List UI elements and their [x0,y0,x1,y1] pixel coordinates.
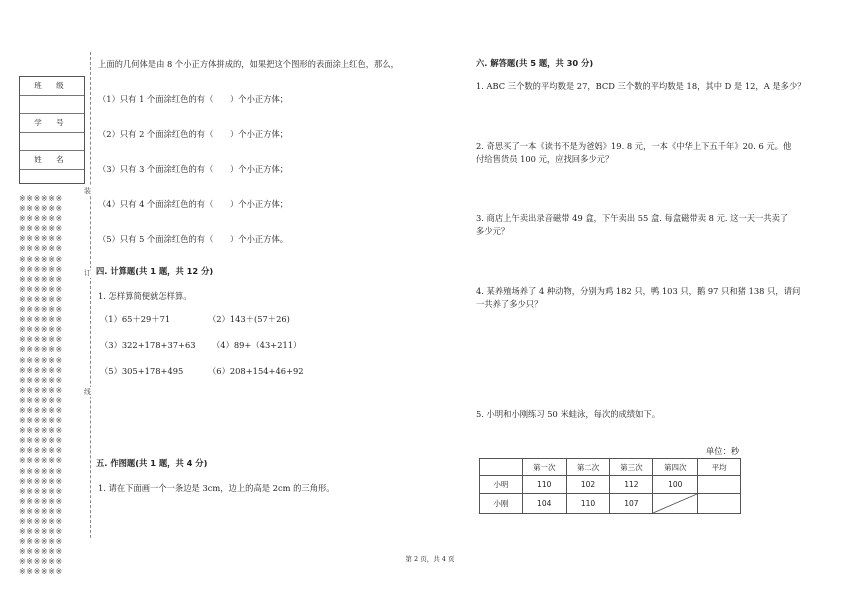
binding-char-zhuang: 装 [84,187,91,195]
cube-question-intro: 上面的几何体是由 8 个小正方体拼成的，如果把这个图形的表面涂上红色，那么， [98,59,399,69]
table-cell: 112 [610,476,653,494]
table-cell: 110 [522,476,566,494]
table-header-cell: 第二次 [566,459,610,476]
student-id-label: 学 号 [20,114,84,133]
draw-question: 1. 请在下面画一个一条边是 3cm，边上的高是 2cm 的三角形。 [98,483,335,493]
painted-item-4: （4）只有 4 个面涂红色的有（ ）个小正方体； [98,199,289,209]
answer-q4-line2: 一共养了多少只？ [476,299,543,309]
answer-q4-line1: 4. 某养殖场养了 4 种动物，分别为鸡 182 只，鸭 103 只，鹅 97 只和猪 138 只，请问 [476,286,801,296]
calc-item-1: （1）65＋29＋71 [100,314,171,324]
binding-line [90,52,91,538]
table-header-cell: 第一次 [522,459,566,476]
table-header-cell [480,459,523,476]
painted-item-3: （3）只有 3 个面涂红色的有（ ）个小正方体； [98,164,289,174]
page-footer: 第 2 页，共 4 页 [405,555,455,563]
student-info-box [19,76,85,184]
table-cell: 小刚 [480,494,523,514]
table-header-row [480,459,741,476]
calc-section-heading: 四. 计算题(共 1 题，共 12 分) [96,266,214,276]
calc-item-4: （4）89+（43+211） [212,340,302,350]
binding-char-xian: 线 [84,388,91,396]
score-table [479,458,741,514]
table-cell: 107 [610,494,653,514]
table-cell[interactable] [698,476,741,494]
answer-q5: 5. 小明和小刚练习 50 米蛙泳，每次的成绩如下。 [476,409,661,419]
answer-q3-line2: 多少元？ [476,226,510,236]
class-label: 班 级 [20,77,84,96]
calc-question: 1. 怎样算简便就怎样算。 [98,291,192,301]
painted-item-1: （1）只有 1 个面涂红色的有（ ）个小正方体； [98,94,289,104]
table-cell: 100 [653,476,698,494]
table-header-cell: 第三次 [610,459,653,476]
painted-item-2: （2）只有 2 个面涂红色的有（ ）个小正方体； [98,129,289,139]
binding-char-ding: 订 [84,269,91,277]
answer-q2-line2: 付给售货员 100 元，应找回多少元？ [476,154,614,164]
painted-item-5: （5）只有 5 个面涂红色的有（ ）个小正方体。 [98,234,289,244]
table-cell[interactable] [698,494,741,514]
table-cell: 102 [566,476,610,494]
table-cell: 小明 [480,476,523,494]
answer-q1: 1. ABC 三个数的平均数是 27，BCD 三个数的平均数是 18，其中 D 是 12，A 是多少？ [476,81,806,91]
name-field[interactable] [20,170,84,188]
table-cell: 104 [522,494,566,514]
calc-item-5: （5）305+178+495 [100,366,184,376]
answer-q3-line1: 3. 商店上午卖出录音磁带 49 盒，下午卖出 55 盒. 每盒磁带卖 8 元. 这一天一共卖了 [476,213,789,223]
student-id-field[interactable] [20,133,84,152]
table-unit-label: 单位：秒 [706,446,740,456]
calc-item-3: （3）322+178+37+63 [100,340,196,350]
answer-section-heading: 六. 解答题(共 5 题，共 30 分) [476,58,594,68]
table-header-cell: 平均 [698,459,741,476]
name-label: 姓 名 [20,151,84,170]
table-row [480,494,741,514]
calc-item-6: （6）208+154+46+92 [208,366,304,376]
diagonal-slash [653,494,697,513]
class-field[interactable] [20,96,84,115]
calc-item-2: （2）143＋(57＋26) [208,314,290,324]
table-header-cell: 第四次 [653,459,698,476]
table-row [480,476,741,494]
draw-section-heading: 五. 作图题(共 1 题，共 4 分) [96,458,208,468]
answer-q2-line1: 2. 奇思买了一本《读书不是为爸妈》19. 8 元，一本《中华上下五千年》20. 6 元。他 [476,141,792,151]
table-cell-diagonal [653,494,698,514]
table-cell: 110 [566,494,610,514]
decorative-pattern: ※※※※※※ ※※※※※※ ※※※※※※ ※※※※※※ ※※※※※※ ※※※※※※ ※※※※※※ ※※※※※※ ※※※※※※ ※※※※※※ ※※※※※※ ※※※※※※ ※※※※※※ ※※※※※※ ※※※※※※ ※※※※※※ ※※※※※※ ※※※※※※ ※※※※※※ ※※※※※※ ※※※※※※ ※※※※※※ ※※※※※※ ※※※※※※ ※※※※※※ ※※※※※※ ※※※※※※ ※※※※※※ ※※※※※※ ※※※※※※ ※※※※※※ ※※※※※※ ※※※※※※ ※※※※※※ ※※※※※※ ※※※※※※ ※※※※※※ ※※※※※※ [19,194,63,577]
